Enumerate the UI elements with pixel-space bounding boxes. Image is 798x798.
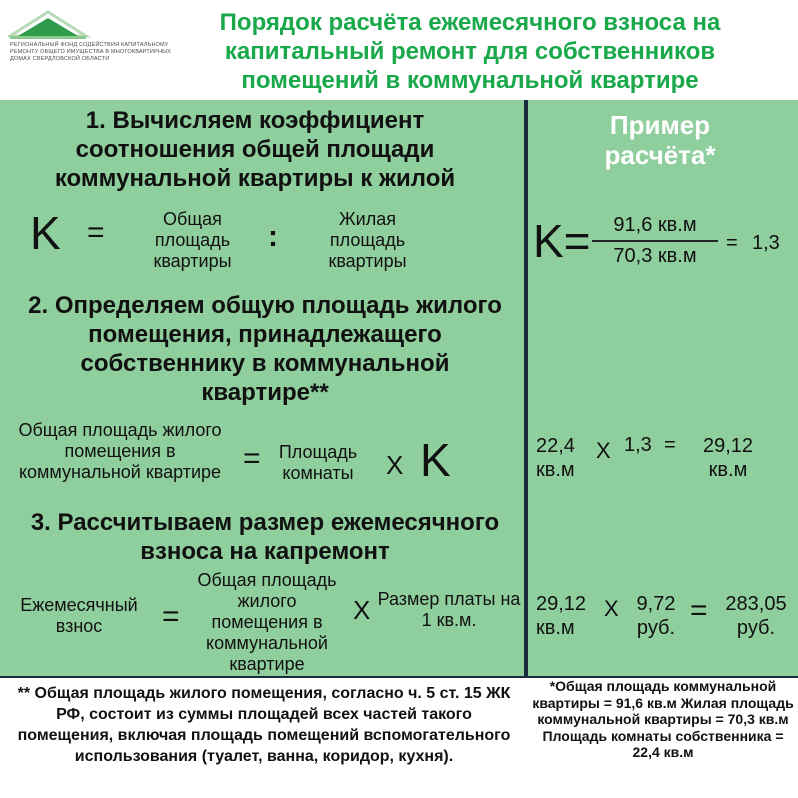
step2-heading: 2. Определяем общую площадь жилого помещения, принадлежащего собственнику в коммунальной квартире** (28, 292, 502, 406)
page-title: Порядок расчёта ежемесячного взноса на капитальный ремонт для собственников помещений в коммунальной квартире (219, 9, 721, 94)
step2-k: K (420, 434, 451, 486)
step1-k: K (30, 207, 61, 259)
step1-equals: = (87, 216, 105, 249)
step1-living-area: Жилая площадь квартиры (328, 209, 407, 271)
footnote-example-data: *Общая площадь коммунальной квартиры = 91,6 кв.м Жилая площадь коммунальной квартиры = 70,3 кв.м Площадь комнаты собственника = 22,4 кв.м (532, 678, 794, 760)
example3-equals: = (690, 594, 708, 627)
step3-multiply: X (353, 595, 371, 625)
example1-numerator: 91,6 кв.м (613, 214, 697, 236)
step3-rate: Размер платы на 1 кв.м. (377, 589, 521, 630)
step3-equals: = (162, 600, 180, 633)
example2-result: 29,12 кв.м (702, 435, 754, 481)
example3-multiply: X (604, 596, 619, 621)
example3-result: 283,05 руб. (725, 593, 787, 639)
step1-divide: : (268, 220, 278, 253)
footnote-legal: ** Общая площадь жилого помещения, согласно ч. 5 ст. 15 ЖК РФ, состоит из суммы площадей всех частей такого помещения, включая площадь помещений вспомогательного использования (туалет, ванна, коридор, кухня). (17, 685, 511, 765)
fund-logo (8, 6, 168, 76)
example2-equals: = (664, 434, 676, 456)
example2-room-area: 22,4 кв.м (536, 435, 575, 481)
step1-total-area: Общая площадь квартиры (153, 209, 232, 271)
example1-denominator: 70,3 кв.м (613, 245, 697, 267)
fraction-bar (592, 240, 718, 242)
step3-monthly-fee: Ежемесячный взнос (20, 595, 138, 636)
step2-multiply: X (386, 450, 404, 480)
step3-area-label: Общая площадь жилого помещения в коммунальной квартире (197, 570, 337, 674)
example2-coefficient: 1,3 (624, 434, 652, 456)
example3-rate: 9,72 руб. (636, 593, 676, 639)
example3-area: 29,12 кв.м (536, 593, 587, 639)
example1-equals: = (726, 232, 738, 254)
step1-heading: 1. Вычисляем коэффициент соотношения общей площади коммунальной квартиры к жилой (54, 107, 456, 192)
step2-area-label: Общая площадь жилого помещения в коммунальной квартире (18, 420, 222, 482)
step2-equals: = (243, 442, 261, 475)
example2-multiply: X (596, 438, 611, 463)
step3-heading: 3. Рассчитываем размер ежемесячного взноса на капремонт (30, 509, 500, 565)
step2-room-area: Площадь комнаты (278, 442, 358, 483)
example1-k: K= (533, 215, 591, 267)
logo-caption: РЕГИОНАЛЬНЫЙ ФОНД СОДЕЙСТВИЯ КАПИТАЛЬНОМУ РЕМОНТУ ОБЩЕГО ИМУЩЕСТВА В МНОГОКВАРТИРНЫХ ДОМАХ СВЕРДЛОВСКОЙ ОБЛАСТИ (10, 42, 172, 62)
example1-result: 1,3 (752, 232, 780, 254)
example-title: Пример расчёта* (604, 110, 716, 170)
